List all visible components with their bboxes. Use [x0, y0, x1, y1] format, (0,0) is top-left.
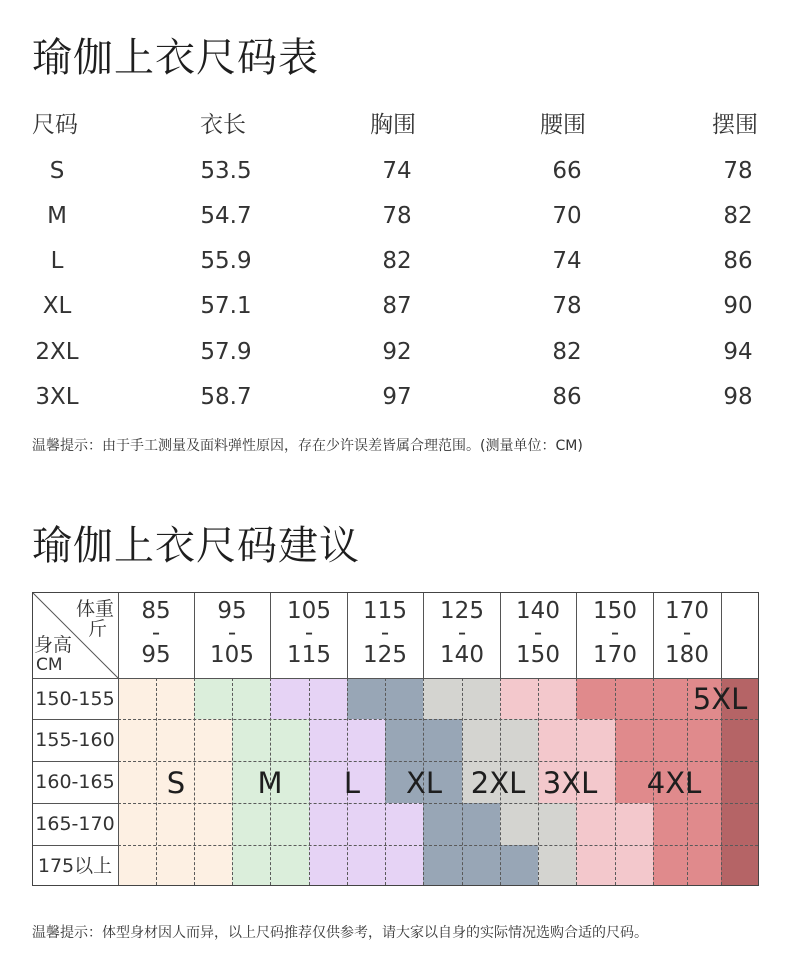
weight-header-from: 105: [287, 598, 331, 624]
weight-header-to: 180: [665, 642, 709, 668]
size-row-1-waist: 66: [552, 158, 582, 184]
size-row-3-chest: 82: [382, 248, 412, 274]
corner-height-unit: CM: [36, 655, 63, 675]
size-row-3-waist: 74: [552, 248, 582, 274]
size-row-4-waist: 78: [552, 293, 582, 319]
recommendation-note: 温馨提示：体型身材因人而异，以上尺码推荐仅供参考，请大家以自身的实际情况选购合适的尺码。: [32, 925, 648, 941]
zone-label-l: L: [343, 766, 361, 800]
size-row-1-size: S: [49, 158, 65, 184]
zone-label-xl: XL: [405, 766, 443, 800]
height-label-3: 160-165: [35, 771, 115, 793]
size-row-3-size: L: [50, 248, 64, 274]
weight-header-sep: -: [304, 620, 314, 646]
weight-header-sep: -: [227, 620, 237, 646]
weight-header-from: 150: [593, 598, 637, 624]
size-row-5-chest: 92: [382, 339, 412, 365]
size-row-4-hem: 90: [723, 293, 753, 319]
weight-header-from: 170: [665, 598, 709, 624]
height-label-1: 150-155: [35, 688, 115, 710]
weight-header-to: 150: [516, 642, 560, 668]
weight-header-sep: -: [682, 620, 692, 646]
zone-label-m: M: [257, 766, 283, 800]
size-row-2-size: M: [47, 203, 67, 229]
zone-label-2xl: 2XL: [470, 766, 526, 800]
weight-header-from: 85: [141, 598, 171, 624]
size-row-6-length: 58.7: [200, 384, 252, 410]
size-row-6-waist: 86: [552, 384, 582, 410]
weight-header-from: 115: [363, 598, 407, 624]
header-size: 尺码: [32, 112, 78, 138]
header-chest: 胸围: [370, 112, 416, 138]
size-row-6-size: 3XL: [35, 384, 79, 410]
header-waist: 腰围: [540, 112, 586, 138]
weight-header-to: 170: [593, 642, 637, 668]
size-row-2-hem: 82: [723, 203, 753, 229]
weight-header-from: 95: [217, 598, 247, 624]
size-row-5-waist: 82: [552, 339, 582, 365]
size-row-1-chest: 74: [382, 158, 412, 184]
weight-header-to: 95: [141, 642, 171, 668]
size-row-6-chest: 97: [382, 384, 412, 410]
height-label-4: 165-170: [35, 813, 115, 835]
corner-weight-unit: 斤: [88, 618, 108, 640]
corner-height-label: 身高: [34, 634, 73, 656]
weight-header-sep: -: [457, 620, 467, 646]
header-length: 衣长: [200, 112, 246, 138]
zone-label-4xl: 4XL: [646, 766, 702, 800]
size-row-4-chest: 87: [382, 293, 412, 319]
weight-header-to: 105: [210, 642, 254, 668]
weight-header-sep: -: [533, 620, 543, 646]
zone-label-5xl: 5XL: [692, 682, 748, 716]
weight-header-to: 125: [363, 642, 407, 668]
size-row-3-length: 55.9: [200, 248, 252, 274]
header-hem: 摆围: [712, 112, 758, 138]
height-label-5: 175以上: [37, 855, 113, 877]
grid-frame: [32, 592, 759, 886]
size-row-6-hem: 98: [723, 384, 753, 410]
weight-header-from: 125: [440, 598, 484, 624]
size-chart-table: [0, 0, 790, 420]
page-title-recommendation: 瑜伽上衣尺码建议: [32, 523, 360, 569]
weight-header-to: 140: [440, 642, 484, 668]
weight-header-sep: -: [380, 620, 390, 646]
size-row-5-hem: 94: [723, 339, 753, 365]
weight-header-sep: -: [610, 620, 620, 646]
size-row-5-size: 2XL: [35, 339, 79, 365]
corner-weight-label: 体重: [76, 598, 115, 620]
size-row-1-hem: 78: [723, 158, 753, 184]
size-row-3-hem: 86: [723, 248, 753, 274]
page-title-size-chart: 瑜伽上衣尺码表: [32, 35, 319, 81]
zone-label-3xl: 3XL: [542, 766, 598, 800]
size-row-2-chest: 78: [382, 203, 412, 229]
zone-label-s: S: [166, 766, 186, 800]
weight-header-sep: -: [151, 620, 161, 646]
size-row-2-length: 54.7: [200, 203, 252, 229]
recommendation-grid: [32, 592, 759, 886]
size-row-4-length: 57.1: [200, 293, 252, 319]
size-row-4-size: XL: [42, 293, 72, 319]
size-row-5-length: 57.9: [200, 339, 252, 365]
height-label-2: 155-160: [35, 729, 115, 751]
size-row-1-length: 53.5: [200, 158, 252, 184]
size-row-2-waist: 70: [552, 203, 582, 229]
weight-header-to: 115: [287, 642, 331, 668]
weight-header-from: 140: [516, 598, 560, 624]
size-chart-note: 温馨提示：由于手工测量及面料弹性原因，存在少许误差皆属合理范围。(测量单位：CM): [32, 438, 583, 454]
